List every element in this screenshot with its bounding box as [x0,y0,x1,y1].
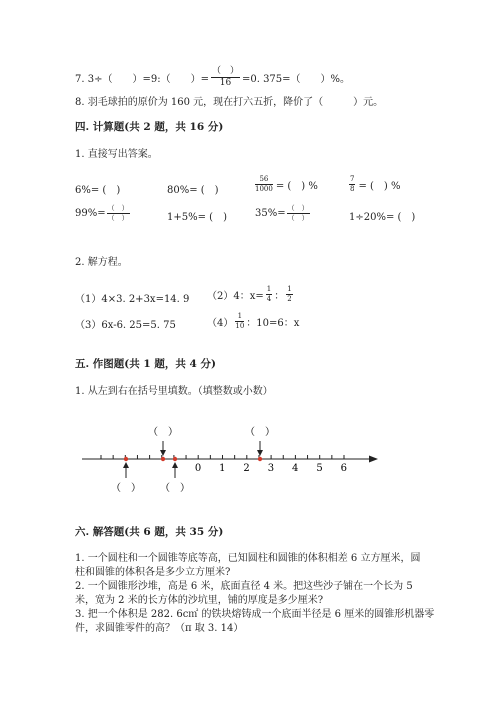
number-line-ticks [101,455,344,459]
section-4-q1: 1. 直接写出答案。 [75,149,158,160]
calc-r2-c3-frac [287,205,310,222]
calc-r2-c3-pre: 35%= [255,208,286,219]
equation-4-frac [235,313,244,330]
section-6-line-5: 3. 把一个体积是 282. 6c㎡ 的铁块熔铸成一个底面半径是 6 厘米的圆锥形机器零 [75,609,435,620]
calc-r1-c4-frac [349,176,355,193]
calc-r2-c3-den: （ ） [287,214,309,222]
equation-3: （3）6x-6. 25=5. 75 [75,320,176,331]
q7-fraction [211,67,240,88]
equation-2 [207,286,293,303]
equation-2-frac-1 [266,286,272,303]
calc-r1-c3-num: 56 [255,176,273,185]
q7-part-b: =0. 375=（ ）%。 [241,73,351,85]
calc-r1-c4-rest: = ( ) % [358,181,401,192]
equation-2-num-2: 1 [287,285,292,293]
number-line-arrowhead [369,456,378,463]
equation-2-sep: ： [274,291,285,302]
calc-r2-c1-den: （ ） [107,214,129,222]
equation-4-pre: （4） [207,318,234,329]
down-arrow-1 [160,441,166,456]
q7-part-a: 7. 3÷（ ）=9:（ ）= [75,73,209,85]
section-6-line-2: 柱和圆锥的体积各是多少立方厘米? [75,567,231,578]
section-4-title: 四. 计算题(共 2 题，共 16 分) [75,121,224,133]
up-arrow-2 [172,462,178,478]
section-4-q2: 2. 解方程。 [75,257,128,268]
number-line-figure [0,415,500,505]
section-6-line-1: 1. 一个圆柱和一个圆锥等底等高，已知圆柱和圆锥的体积相差 6 立方厘米，圆 [75,553,421,564]
calc-r2-c2: 1+5%= ( ) [167,212,227,223]
equation-4-den: 10 [235,322,245,330]
calc-r2-c1-pre: 99%= [75,208,106,219]
calc-r1-c3-den: 1000 [255,185,273,193]
calc-r1-c2: 80%= ( ) [167,185,219,196]
calc-r2-c1-num: （ ） [107,204,129,212]
calc-r1-c4-den: 8 [350,185,355,193]
section-6-line-4: 米，宽为 2 米的长方体的沙坑里，铺的厚度是多少厘米? [75,595,324,606]
answer-paren-bottom-2: （ ） [160,483,190,494]
equation-2-frac-2 [286,286,292,303]
equation-2-num-1: 1 [266,285,272,293]
section-6-title: 六. 解答题(共 6 题，共 35 分) [75,526,224,538]
answer-paren-bottom-1: （ ） [111,483,141,494]
up-arrow-1 [123,462,129,478]
calc-r2-c4: 1÷20%= ( ) [349,212,416,223]
tick-label-2: 2 [243,463,250,474]
marked-point-1 [124,457,128,461]
equation-4 [207,313,299,330]
equation-2-den-1: 4 [266,295,272,303]
tick-label-6: 6 [340,463,347,474]
equation-2-pre: （2）4：x= [207,291,264,302]
section-5-q1: 1. 从左到右在括号里填数。（填整数或小数） [75,386,273,397]
section-5-title: 五. 作图题(共 1 题，共 4 分) [75,358,216,370]
down-arrow-2 [257,441,263,456]
tick-label-4: 4 [292,463,299,474]
calc-r2-c1 [75,205,130,222]
q7-frac-den: 16 [219,77,232,88]
question-7 [75,66,350,88]
q7-frac-num: （ ） [211,65,239,76]
equation-2-den-2: 2 [287,295,292,303]
calc-r1-c3-rest: = ( ) % [275,181,318,192]
calc-r1-c3-frac [255,176,273,193]
equation-4-num: 1 [235,313,244,322]
question-8: 8. 羽毛球拍的原价为 160 元，现在打六五折，降价了（ ）元。 [75,97,384,108]
calc-r2-c3-num: （ ） [287,204,309,212]
equation-4-rest: ：10=6：x [246,318,300,329]
marked-point-4 [258,457,262,461]
calc-r2-c3 [255,205,310,222]
tick-label-0: 0 [194,463,202,474]
tick-label-5: 5 [316,463,323,474]
number-line-tick-labels [195,463,347,474]
tick-label-3: 3 [267,463,275,474]
equation-1: （1）4×3. 2+3x=14. 9 [75,294,190,305]
calc-r1-c1: 6%= ( ) [75,185,121,196]
section-6-line-6: 件，求圆锥零件的高？（π 取 3. 14） [75,623,244,634]
calc-r1-c3 [255,176,318,193]
tick-label-1: 1 [219,463,226,474]
answer-paren-top-1: （ ） [148,427,178,438]
marked-point-3 [173,457,177,461]
section-6-line-3: 2. 一个圆锥形沙堆，高是 6 米，底面直径 4 米。把这些沙子铺在一个长为 5 [75,581,413,592]
answer-paren-top-2: （ ） [245,427,275,438]
calc-r1-c4 [349,176,401,193]
marked-point-2 [161,457,165,461]
calc-r1-c4-num: 7 [350,175,355,183]
calc-r2-c1-frac [107,205,130,222]
